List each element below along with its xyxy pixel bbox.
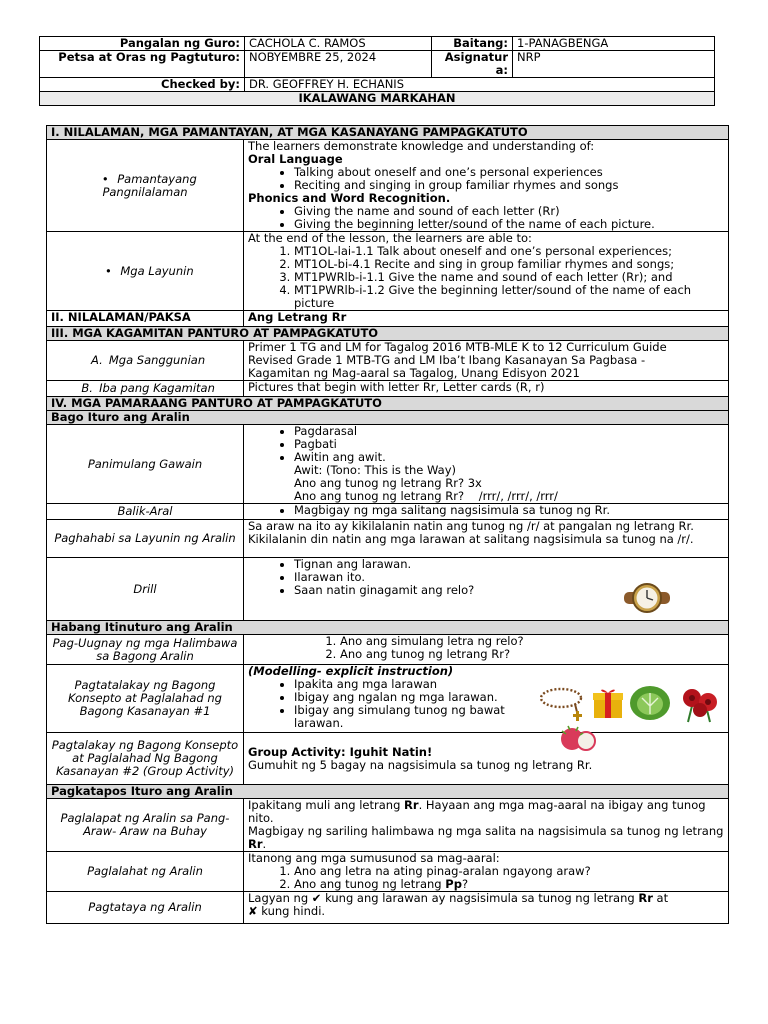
lesson-plan-table: [46, 125, 729, 924]
group-text: Gumuhit ng 5 bagay na nagsisimula sa tunog ng letrang Rr.: [248, 757, 593, 772]
iba-cell: [47, 381, 244, 397]
talakay2-content: [244, 733, 729, 785]
list-item: 1. Ano ang simulang letra ng relo?: [340, 635, 724, 648]
bullet-icon: •: [101, 171, 109, 186]
list-item: • Magbigay ng mga salitang nagsisimula sa tunog ng Rr.: [294, 504, 724, 517]
layunin-cell: [47, 232, 244, 311]
markahan-title: IKALAWANG MARKAHAN: [40, 92, 715, 106]
panimula-content: [244, 425, 729, 504]
petsa-label: Petsa at Oras ng Pagtuturo:: [40, 51, 245, 78]
sanggunian-line: Kagamitan ng Mag-aaral sa Tagalog, Unang Edisyon 2021: [248, 366, 580, 380]
balik-label: Balik-Aral: [47, 504, 244, 520]
sanggunian-letter: A.: [90, 353, 103, 367]
paglalahat-label: Paglalahat ng Aralin: [47, 852, 244, 892]
gift-icon: [591, 686, 625, 720]
petsa-value: NOBYEMBRE 25, 2024: [245, 51, 432, 78]
checked-value: DR. GEOFFREY H. ECHANIS: [245, 78, 715, 92]
pagkatapos-title: Pagkatapos Ituro ang Aralin: [47, 785, 729, 799]
bullet-icon: •: [104, 263, 112, 278]
iba-value: Pictures that begin with letter Rr, Letter cards (R, r): [244, 381, 729, 397]
sec2-value: Ang Letrang Rr: [244, 311, 729, 327]
list-item: • Reciting and singing in group familiar rhymes and songs: [294, 179, 724, 192]
balik-content: [244, 504, 729, 520]
bold-span: Rr: [638, 891, 653, 905]
list-item: • Saan natin ginagamit ang relo?: [294, 584, 724, 597]
sanggunian-cell: [47, 341, 244, 381]
uugnay-label: Pag-Uugnay ng mga Halimbawa sa Bagong Aralin: [47, 635, 244, 665]
paghahabi-text: Sa araw na ito ay kikilalanin natin ang tunog ng /r/ at pangalan ng letrang Rr. Kikilalanin din natin ang mga larawan at salitang nagsisimula sa tunog na /r/.: [244, 520, 729, 558]
header-table: [39, 36, 715, 106]
sec1-title: I. NILALAMAN, MGA PAMANTAYAN, AT MGA KASANAYANG PAMPAGKATUTO: [47, 126, 729, 140]
awit-line: Ano ang tunog ng letrang Rr? /rrr/, /rrr/, /rrr/: [294, 489, 558, 503]
layunin-content: [244, 232, 729, 311]
awit-line: Awit: (Tono: This is the Way): [294, 463, 456, 477]
group-title: Group Activity: Iguhit Natin!: [248, 744, 433, 759]
drill-label: Drill: [47, 558, 244, 621]
rosary-icon: [537, 686, 589, 722]
watch-icon: [622, 578, 672, 618]
cabbage-icon: [628, 684, 672, 722]
roses-icon: [680, 684, 722, 724]
text-span: . Hayaan ang mga mag-aaral na ibigay ang tunog nito.: [248, 798, 706, 825]
text-span: at: [652, 891, 669, 905]
paghahabi-label: Paghahabi sa Layunin ng Aralin: [47, 520, 244, 558]
guro-value: CACHOLA C. RAMOS: [245, 37, 432, 51]
list-item: • Ibigay ang simulang tunog ng bawat larawan.: [294, 704, 524, 730]
list-item: 1. Ano ang letra na ating pinag-aralan ngayong araw?: [294, 865, 724, 878]
sec3-title: III. MGA KAGAMITAN PANTURO AT PAMPAGKATUTO: [47, 327, 729, 341]
list-item: 4. MT1PWRlb-i-1.2 Give the beginning letter/sound of the name of each picture: [294, 284, 724, 310]
layunin-intro: At the end of the lesson, the learners are able to:: [248, 231, 532, 245]
list-item: • Ibigay ang ngalan ng mga larawan.: [294, 691, 524, 704]
bold-span: Rr: [404, 798, 419, 812]
pamantayan-intro: The learners demonstrate knowledge and understanding of:: [248, 139, 595, 153]
list-item: 2. MT1OL-bi-4.1 Recite and sing in group familiar rhymes and songs;: [294, 258, 724, 271]
bago-title: Bago Ituro ang Aralin: [47, 411, 729, 425]
talakay2-label: Pagtalakay ng Bagong Konsepto at Paglalahad Ng Bagong Kasanayan #2 (Group Activity): [47, 733, 244, 785]
bold-span: Rr: [248, 837, 263, 851]
oral-list: [248, 166, 724, 192]
guro-label: Pangalan ng Guro:: [40, 37, 245, 51]
panimula-label: Panimulang Gawain: [47, 425, 244, 504]
pamantayan-label: Pamantayang Pangnilalaman: [102, 171, 197, 199]
paglalahat-list: [248, 865, 724, 891]
bold-span: Pp: [445, 877, 462, 891]
panimula-list: [248, 425, 724, 464]
phonics-title: Phonics and Word Recognition.: [248, 191, 451, 205]
sec2-title: II. NILALAMAN/PAKSA: [47, 311, 244, 327]
pagtataya-label: Pagtataya ng Aralin: [47, 892, 244, 924]
baitang-label: Baitang:: [432, 37, 513, 51]
baitang-value: 1-PANAGBENGA: [513, 37, 715, 51]
text-span: Ipakitang muli ang letrang: [248, 798, 405, 812]
list-item: 2. Ano ang tunog ng letrang Rr?: [340, 648, 724, 661]
sanggunian-line: Primer 1 TG and LM for Tagalog 2016 MTB-MLE K to 12 Curriculum Guide: [248, 340, 667, 354]
text-span: Lagyan ng ✔ kung ang larawan ay nagsisimula sa tunog ng letrang: [248, 891, 639, 905]
list-item: [294, 878, 724, 891]
list-item: • Ipakita ang mga larawan: [294, 678, 524, 691]
list-item: 3. MT1PWRlb-i-1.1 Give the name and sound of each letter (Rr); and: [294, 271, 724, 284]
uugnay-content: [244, 635, 729, 665]
pamantayan-cell: [47, 140, 244, 232]
checked-label: Checked by:: [40, 78, 245, 92]
talakay1-list: [248, 678, 524, 730]
iba-letter: B.: [81, 381, 93, 395]
paglalapat-label: Paglalapat ng Aralin sa Pang-Araw- Araw na Buhay: [47, 799, 244, 852]
paglalahat-intro: Itanong ang mga sumusunod sa mag-aaral:: [248, 851, 500, 865]
asignatura-value: NRP: [513, 51, 715, 78]
awit-line: Ano ang tunog ng letrang Rr? 3x: [294, 476, 482, 490]
text-span: Ano ang tunog ng letrang: [294, 877, 446, 891]
uugnay-list: [248, 635, 724, 661]
paglalapat-line-b: [248, 825, 724, 851]
modelling-title: (Modelling- explicit instruction): [248, 664, 454, 678]
sec4-title: IV. MGA PAMARAANG PANTURO AT PAMPAGKATUTO: [47, 397, 729, 411]
list-item: • Giving the beginning letter/sound of the name of each picture.: [294, 218, 724, 231]
list-item: • Pagbati: [294, 438, 724, 451]
paglalahat-content: [244, 852, 729, 892]
list-item: • Ilarawan ito.: [294, 571, 724, 584]
phonics-list: [248, 205, 724, 231]
pagtataya-line-c: ✘ kung hindi.: [248, 904, 326, 918]
sanggunian-content: [244, 341, 729, 381]
paglalapat-content: [244, 799, 729, 852]
list-item: • Talking about oneself and one’s personal experiences: [294, 166, 724, 179]
pamantayan-content: [244, 140, 729, 232]
layunin-list: [248, 245, 724, 310]
list-item: • Awitin ang awit.: [294, 451, 724, 464]
list-item: • Pagdarasal: [294, 425, 724, 438]
oral-title: Oral Language: [248, 152, 343, 166]
pagtataya-content: [244, 892, 729, 924]
list-item: 1. MT1OL-lai-1.1 Talk about oneself and one’s personal experiences;: [294, 245, 724, 258]
sanggunian-label: Mga Sanggunian: [108, 353, 206, 367]
paglalapat-line-a: [248, 799, 724, 825]
list-item: • Tignan ang larawan.: [294, 558, 724, 571]
sanggunian-line: Revised Grade 1 MTB-TG and LM Iba’t Ibang Kasanayan Sa Pagbasa -: [248, 353, 646, 367]
rambutan-icon: [558, 723, 598, 753]
habang-title: Habang Itinuturo ang Aralin: [47, 621, 729, 635]
asignatura-label: Asignatur a:: [432, 51, 513, 78]
iba-label: Iba pang Kagamitan: [99, 381, 215, 395]
talakay1-label: Pagtatalakay ng Bagong Konsepto at Paglalahad ng Bagong Kasanayan #1: [47, 665, 244, 733]
layunin-label: Mga Layunin: [120, 263, 194, 278]
text-span: Magbigay ng sariling halimbawa ng mga salita na nagsisimula sa tunog ng letrang: [248, 824, 724, 838]
text-span: ?: [461, 877, 469, 891]
text-span: .: [262, 837, 267, 851]
list-item: • Giving the name and sound of each letter (Rr): [294, 205, 724, 218]
